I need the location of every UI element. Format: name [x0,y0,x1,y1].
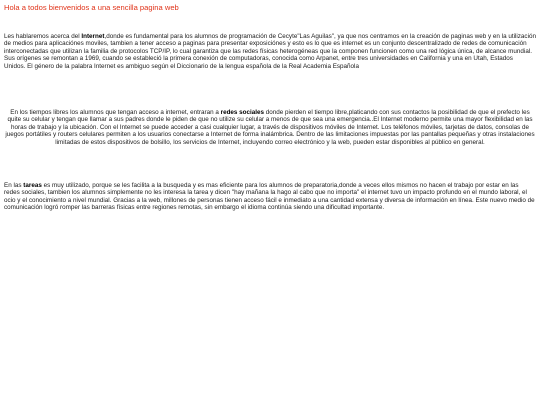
paragraph-internet [4,33,536,70]
paragraph-internet-text-start: Les hablaremos acerca del [4,33,82,40]
bold-term-redes-sociales: redes sociales [220,109,265,116]
paragraph-tareas-text-end: es muy utilizado, porque se les facilita a la busqueda y es mas eficiente para los alumnos de preparatoria,donde a veces ellos mismos no hacen el trabajo por estar en las redes sociales, tambien los alumnos simplemente no les interesa la tarea y dicen "hay mañana la hago al cabo que no importa" el internet tuvo un impacto profundo en el mundo laboral, el ocio y el conocimiento a nivel mundial. Gracias a la web, millones de personas tienen acceso fácil e inmediato a una cantidad extensa y diversa de información en línea. Este nuevo medio de comunicación logró romper las barreras físicas entre regiones remotas, sin embargo el idioma continúa siendo una dificultad importante. [4,182,535,212]
paragraph-redes-sociales [4,109,536,146]
paragraph-tareas [4,182,536,212]
page-heading: Hola a todos bienvenidos a una sencilla pagina web [4,3,179,12]
bold-term-tareas: tareas [23,182,42,189]
paragraph-internet-text-end: ,donde es fundamental para los alumnos de programación de Cecyte"Las Aguilas", ya que nos centramos en la creación de paginas web y en la utilización de medios para aplicaciónes moviles, tambien a tener acceso a paginas para presentar exposiciónes y esto es lo que es internet es un conjunto descentralizado de redes de comunicación interconectadas que utilizan la familia de protocolos TCP/IP, lo cual garantiza que las redes físicas heterogéneas que la componen funcionen como una red lógica única, de alcance mundial. Sus orígenes se remontan a 1969, cuando se estableció la primera conexión de computadoras, conocida como Arpanet, entre tres universidades en California y una en Utah, Estados Unidos. El género de la palabra Internet es ambiguo según el Diccionario de la lengua española de la Real Academia Española [4,33,536,70]
paragraph-redes-text-end: donde pierden el tiempo libre,platicando con sus contactos la posibilidad de que el prefecto les quite su celular y tengan que llamar a sus padres donde le piden de que no utilize su celular a menos de que sea una emergencia..El Internet moderno permite una mayor flexibilidad en las horas de trabajo y la ubicación. Con el Internet se puede acceder a casi cualquier lugar, a través de dispositivos móviles de Internet. Los teléfonos móviles, tarjetas de datos, consolas de juegos portátiles y routers celulares permiten a los usuarios conectarse a Internet de forma inalámbrica. Dentro de las limitaciones impuestas por las pantallas pequeñas y otras instalaciones limitadas de estos dispositivos de bolsillo, los servicios de Internet, incluyendo correo electrónico y la web, pueden estar disponibles al público en general. [5,109,535,146]
paragraph-redes-text-start: En los tiempos libres los alumnos que tengan acceso a internet, entraran a [10,109,221,116]
paragraph-tareas-text-start: En las [4,182,24,189]
bold-term-internet: Internet [81,33,105,40]
